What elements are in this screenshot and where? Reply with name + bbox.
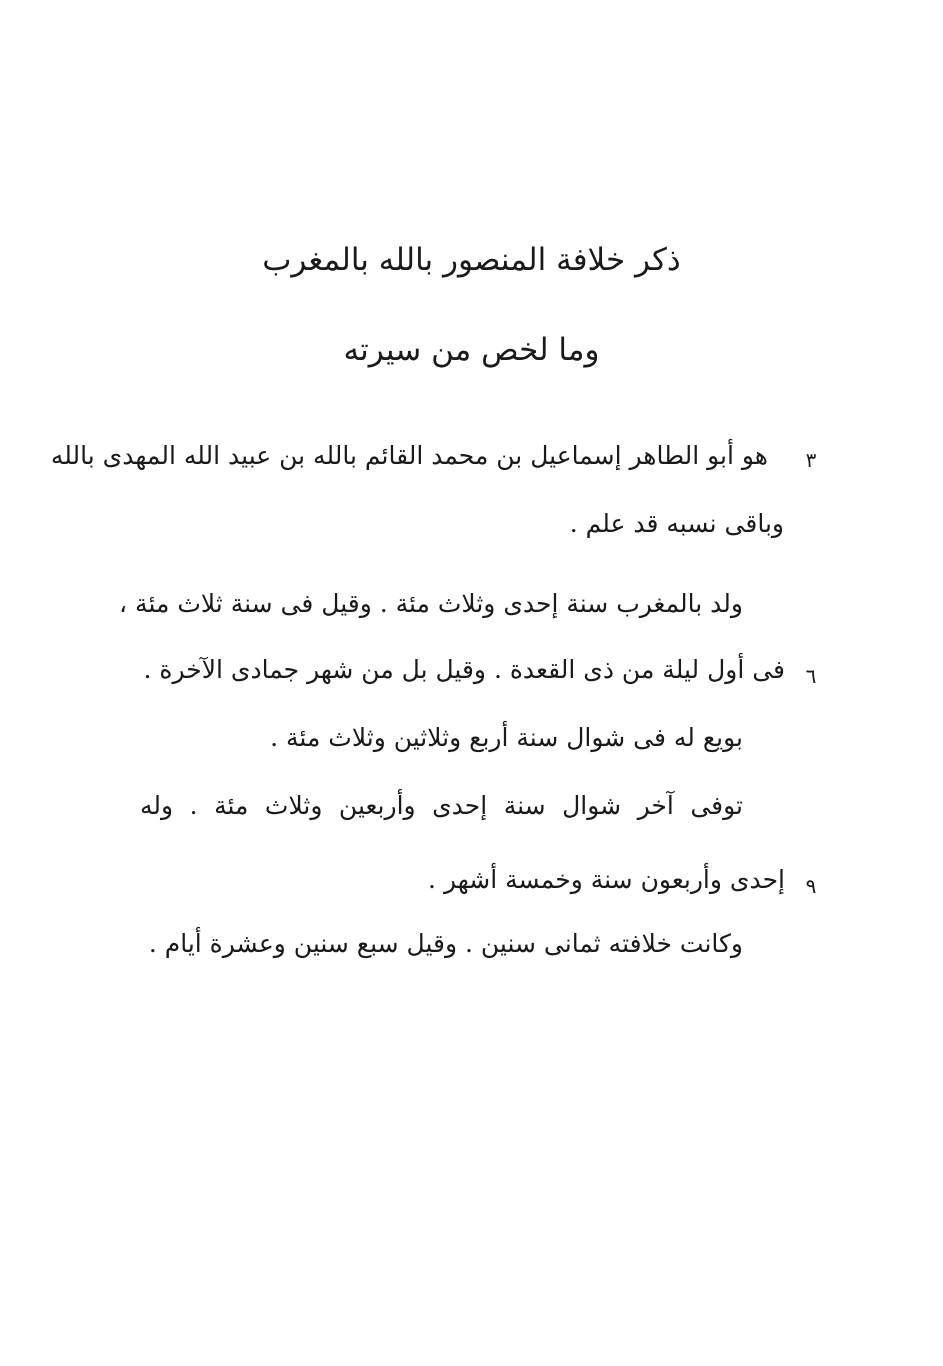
line-number-6: ٦ bbox=[805, 664, 817, 688]
chapter-subtitle: وما لخص من سيرته bbox=[343, 332, 600, 368]
text-line-3: ولد بالمغرب سنة إحدى وثلاث مئة . وقيل فى سنة ثلاث مئة ، bbox=[119, 589, 743, 618]
chapter-title: ذكر خلافة المنصور بالله بالمغرب bbox=[262, 242, 681, 278]
line-number-3: ٣ bbox=[805, 448, 817, 472]
text-line-8: وكانت خلافته ثمانى سنين . وقيل سبع سنين وعشرة أيام . bbox=[148, 929, 743, 958]
text-line-5: بويع له فى شوال سنة أربع وثلاثين وثلاث مئة . bbox=[270, 723, 743, 752]
text-line-1: هو أبو الطاهر إسماعيل بن محمد القائم بالله بن عبيد الله المهدى بالله bbox=[50, 441, 768, 470]
text-line-6: توفى آخر شوال سنة إحدى وأربعين وثلاث مئة . وله bbox=[140, 791, 743, 820]
text-line-7: إحدى وأربعون سنة وخمسة أشهر . bbox=[428, 865, 785, 894]
text-line-2: وباقى نسبه قد علم . bbox=[569, 509, 784, 538]
text-line-4: فى أول ليلة من ذى القعدة . وقيل بل من شهر جمادى الآخرة . bbox=[143, 655, 785, 684]
line-number-9: ٩ bbox=[805, 874, 817, 898]
